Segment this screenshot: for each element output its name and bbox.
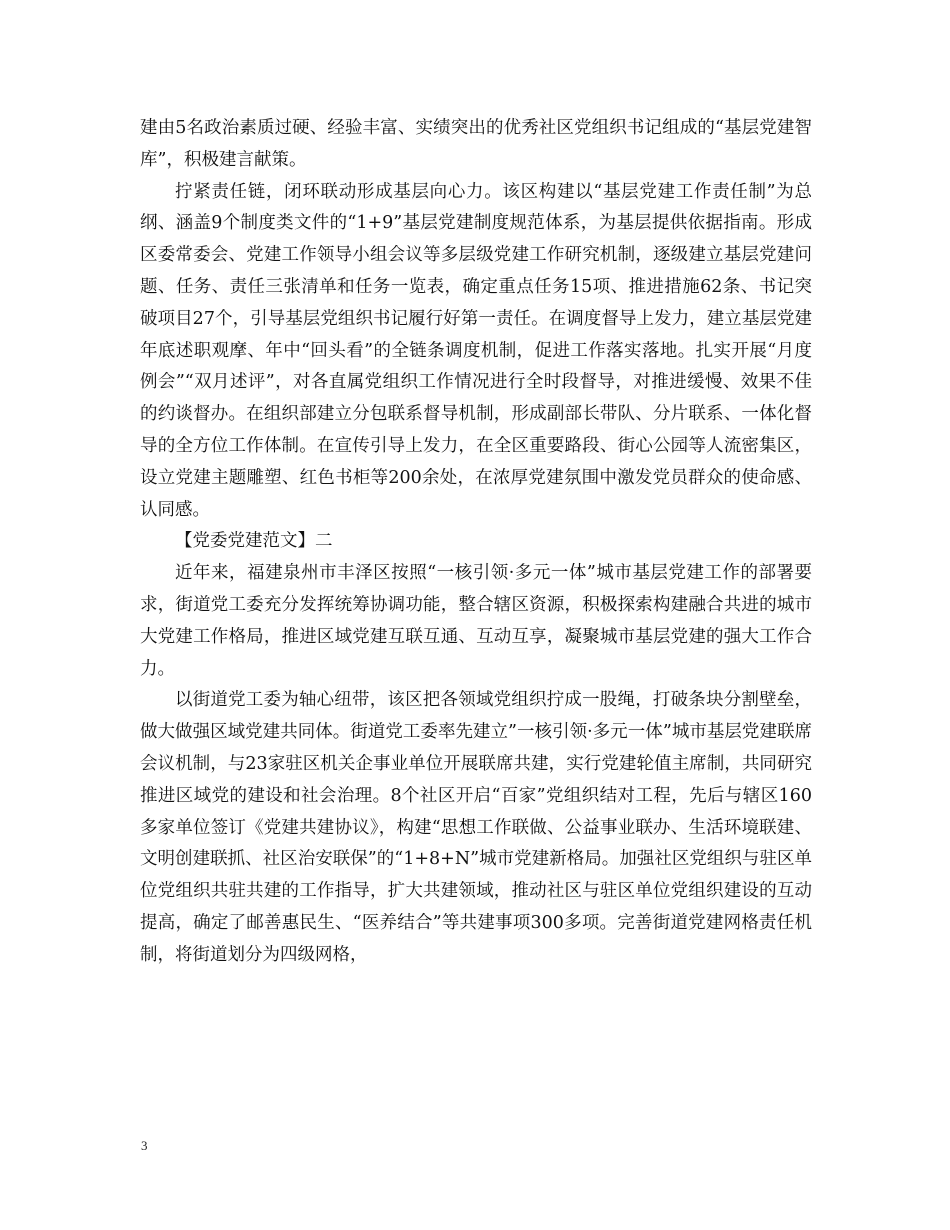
paragraph-responsibility-chain: 拧紧责任链，闭环联动形成基层向心力。该区构建以“基层党建工作责任制”为总纲、涵盖9个制度类文件的“1+9”基层党建制度规范体系，为基层提供依据指南。形成区委常委会、党建工作领导小组会议等多层级党建工作研究机制，逐级建立基层党建问题、任务、责任三张清单和任务一览表，确定重点任务15项、推进措施62条、书记突破项目27个，引导基层党组织书记履行好第一责任。在调度督导上发力，建立基层党建年底述职观摩、年中“回头看”的全链条调度机制，促进工作落实落地。扎实开展“月度例会”“双月述评”，对各直属党组织工作情况进行全时段督导，对推进缓慢、效果不佳的约谈督办。在组织部建立分包联系督导机制，形成副部长带队、分片联系、一体化督导的全方位工作体制。在宣传引导上发力，在全区重要路段、街心公园等人流密集区，设立党建主题雕塑、红色书柜等200余处，在浓厚党建氛围中激发党员群众的使命感、认同感。 xyxy=(140,181,812,520)
page-number: 3 xyxy=(141,1138,148,1153)
document-body xyxy=(140,113,812,972)
paragraph-continued: 建由5名政治素质过硬、经验丰富、实绩突出的优秀社区党组织书记组成的“基层党建智库”，积极建言献策。 xyxy=(140,118,812,170)
section-heading: 【党委党建范文】二 xyxy=(175,531,333,552)
paragraph-street-party-committee: 以街道党工委为轴心纽带，该区把各领域党组织拧成一股绳，打破条块分割壁垒，做大做强区域党建共同体。街道党工委率先建立”一核引领·多元一体”城市基层党建联席会议机制，与23家驻区机关企事业单位开展联席共建，实行党建轮值主席制，共同研究推进区域党的建设和社会治理。8个社区开启“百家”党组织结对工程，先后与辖区160多家单位签订《党建共建协议》，构建“思想工作联做、公益事业联办、生活环境联建、文明创建联抓、社区治安联保”的“1+8+N”城市党建新格局。加强社区党组织与驻区单位党组织共驻共建的工作指导，扩大共建领域，推动社区与驻区单位党组织建设的互动提高，确定了邮善惠民生、“医养结合”等共建事项300多项。完善街道党建网格责任机制，将街道划分为四级网格， xyxy=(140,690,812,965)
paragraph-intro: 近年来，福建泉州市丰泽区按照“一核引领·多元一体”城市基层党建工作的部署要求，街道党工委充分发挥统筹协调功能，整合辖区资源，积极探索构建融合共进的城市大党建工作格局，推进区域党建互联互通、互动互享，凝聚城市基层党建的强大工作合力。 xyxy=(140,563,812,679)
